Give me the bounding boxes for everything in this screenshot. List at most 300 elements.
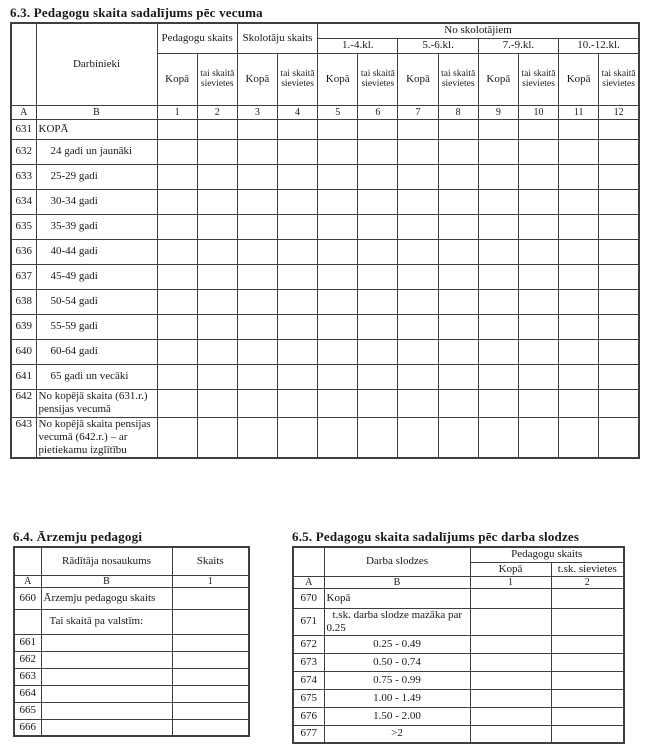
data-cell	[559, 164, 599, 189]
col-index: 2	[551, 576, 624, 588]
data-cell	[398, 214, 438, 239]
data-cell	[157, 119, 197, 139]
data-cell	[277, 164, 317, 189]
col-index: 3	[237, 105, 277, 119]
data-cell	[599, 289, 639, 314]
data-cell	[318, 339, 358, 364]
data-cell	[599, 164, 639, 189]
column-index-row	[293, 576, 624, 588]
col-index: 1	[470, 576, 551, 588]
row-code: 666	[14, 719, 41, 736]
data-cell	[172, 685, 249, 702]
row-label: 0.25 - 0.49	[324, 635, 470, 653]
row-code: 670	[293, 588, 324, 608]
data-cell	[172, 587, 249, 609]
data-cell	[358, 164, 398, 189]
row-code: 641	[11, 364, 36, 389]
row-code	[14, 609, 41, 634]
data-cell	[197, 119, 237, 139]
col-index: 9	[478, 105, 518, 119]
row-label: t.sk. darba slodze mazāka par 0.25	[324, 608, 470, 635]
row-label	[41, 651, 172, 668]
col-header-pedagogu-skaits: Pedagogu skaits	[157, 23, 237, 53]
row-code: 642	[11, 389, 36, 417]
col-header-tai-skaita-sievietes: tai skaitā sievietes	[277, 53, 317, 105]
data-cell	[172, 702, 249, 719]
table-row-642	[11, 389, 639, 417]
data-cell	[478, 139, 518, 164]
row-code: 636	[11, 239, 36, 264]
table-row-672	[293, 635, 624, 653]
data-cell	[197, 214, 237, 239]
data-cell	[197, 364, 237, 389]
data-cell	[398, 264, 438, 289]
table-row-664	[14, 685, 249, 702]
data-cell	[518, 119, 558, 139]
data-cell	[197, 239, 237, 264]
col-header-tai-skaita-sievietes: tai skaitā sievietes	[197, 53, 237, 105]
col-index: 1	[157, 105, 197, 119]
data-cell	[157, 339, 197, 364]
data-cell	[551, 707, 624, 725]
data-cell	[599, 264, 639, 289]
data-cell	[157, 264, 197, 289]
data-cell	[157, 389, 197, 417]
data-cell	[157, 289, 197, 314]
data-cell	[172, 719, 249, 736]
col-index: 11	[559, 105, 599, 119]
col-header-skolotaju-skaits: Skolotāju skaits	[237, 23, 317, 53]
data-cell	[318, 214, 358, 239]
data-cell	[318, 189, 358, 214]
col-header-kl-10-12: 10.-12.kl.	[559, 38, 639, 53]
row-code: 633	[11, 164, 36, 189]
table-pedagogi-pec-vecuma	[10, 22, 640, 459]
row-label: Ārzemju pedagogu skaits	[41, 587, 172, 609]
col-header-tai-skaita-sievietes: tai skaitā sievietes	[438, 53, 478, 105]
table-row-663	[14, 668, 249, 685]
data-cell	[599, 364, 639, 389]
row-code: 631	[11, 119, 36, 139]
data-cell	[470, 689, 551, 707]
data-cell	[518, 289, 558, 314]
col-header-kopa: Kopā	[157, 53, 197, 105]
data-cell	[551, 608, 624, 635]
data-cell	[318, 389, 358, 417]
data-cell	[551, 653, 624, 671]
table-row-636	[11, 239, 639, 264]
data-cell	[172, 651, 249, 668]
data-cell	[237, 189, 277, 214]
row-label: 40-44 gadi	[36, 239, 157, 264]
row-code: 660	[14, 587, 41, 609]
data-cell	[478, 364, 518, 389]
data-cell	[559, 214, 599, 239]
data-cell	[470, 707, 551, 725]
data-cell	[157, 214, 197, 239]
data-cell	[277, 189, 317, 214]
data-cell	[197, 339, 237, 364]
data-cell	[599, 314, 639, 339]
data-cell	[277, 389, 317, 417]
data-cell	[599, 214, 639, 239]
col-index-a: A	[293, 576, 324, 588]
row-code: 632	[11, 139, 36, 164]
data-cell	[358, 214, 398, 239]
data-cell	[197, 314, 237, 339]
table-row-638	[11, 289, 639, 314]
col-header-kl-5-6: 5.-6.kl.	[398, 38, 478, 53]
col-index: 10	[518, 105, 558, 119]
row-code: 640	[11, 339, 36, 364]
data-cell	[438, 214, 478, 239]
data-cell	[518, 389, 558, 417]
row-code: 661	[14, 634, 41, 651]
data-cell	[318, 139, 358, 164]
data-cell	[438, 119, 478, 139]
col-header-pedagogu-skaits: Pedagogu skaits	[470, 547, 624, 562]
data-cell	[518, 139, 558, 164]
data-cell	[197, 264, 237, 289]
data-cell	[438, 417, 478, 458]
table-row-639	[11, 314, 639, 339]
row-label: 1.50 - 2.00	[324, 707, 470, 725]
data-cell	[197, 417, 237, 458]
data-cell	[559, 339, 599, 364]
row-code: 643	[11, 417, 36, 458]
row-label: Kopā	[324, 588, 470, 608]
data-cell	[358, 119, 398, 139]
col-header-tai-skaita-sievietes: tai skaitā sievietes	[358, 53, 398, 105]
data-cell	[551, 635, 624, 653]
table-row-635	[11, 214, 639, 239]
data-cell	[157, 314, 197, 339]
data-cell	[559, 289, 599, 314]
data-cell	[318, 264, 358, 289]
data-cell	[478, 314, 518, 339]
header-band	[14, 547, 249, 575]
data-cell	[237, 339, 277, 364]
table-row-661	[14, 634, 249, 651]
table-row-671	[293, 608, 624, 635]
col-index: 8	[438, 105, 478, 119]
col-header-no-skolotajiem: No skolotājiem	[318, 23, 639, 38]
data-cell	[358, 139, 398, 164]
table-row-633	[11, 164, 639, 189]
data-cell	[599, 389, 639, 417]
section-6-4-title: 6.4. Ārzemju pedagogi	[13, 529, 143, 544]
row-label: 0.75 - 0.99	[324, 671, 470, 689]
data-cell	[237, 314, 277, 339]
data-cell	[237, 364, 277, 389]
data-cell	[318, 314, 358, 339]
data-cell	[599, 239, 639, 264]
col-header-kl-1-4: 1.-4.kl.	[318, 38, 398, 53]
table-pedagogi-pec-darba-slodzes	[292, 546, 625, 744]
data-cell	[237, 139, 277, 164]
data-cell	[551, 725, 624, 743]
row-label: 55-59 gadi	[36, 314, 157, 339]
data-cell	[518, 364, 558, 389]
data-cell	[559, 264, 599, 289]
data-cell	[237, 239, 277, 264]
data-cell	[157, 417, 197, 458]
data-cell	[157, 239, 197, 264]
data-cell	[518, 189, 558, 214]
data-cell	[157, 164, 197, 189]
row-code: 664	[14, 685, 41, 702]
data-cell	[559, 314, 599, 339]
data-cell	[470, 725, 551, 743]
data-cell	[438, 189, 478, 214]
col-header-kopa: Kopā	[470, 562, 551, 576]
data-cell	[358, 339, 398, 364]
data-cell	[277, 214, 317, 239]
data-cell	[478, 164, 518, 189]
col-index: 2	[197, 105, 237, 119]
table-row-637	[11, 264, 639, 289]
row-label	[41, 634, 172, 651]
table-row-640	[11, 339, 639, 364]
table-row-675	[293, 689, 624, 707]
data-cell	[358, 264, 398, 289]
data-cell	[237, 289, 277, 314]
row-label: No kopējā skaita (631.r.) pensijas vecumā	[36, 389, 157, 417]
section-6-3	[10, 5, 642, 459]
data-cell	[358, 364, 398, 389]
data-cell	[551, 689, 624, 707]
data-cell	[398, 417, 438, 458]
column-index-row	[14, 575, 249, 587]
header-band-1	[293, 547, 624, 562]
data-cell	[599, 339, 639, 364]
data-cell	[398, 364, 438, 389]
data-cell	[197, 289, 237, 314]
table-row-665	[14, 702, 249, 719]
table-row-674	[293, 671, 624, 689]
col-index-b: B	[324, 576, 470, 588]
row-label: 0.50 - 0.74	[324, 653, 470, 671]
row-code: 662	[14, 651, 41, 668]
data-cell	[318, 164, 358, 189]
col-header-darbinieki: Darbinieki	[36, 23, 157, 105]
row-code: 639	[11, 314, 36, 339]
data-cell	[237, 417, 277, 458]
col-header-kl-7-9: 7.-9.kl.	[478, 38, 558, 53]
data-cell	[197, 164, 237, 189]
data-cell	[599, 139, 639, 164]
data-cell	[157, 139, 197, 164]
row-label: 50-54 gadi	[36, 289, 157, 314]
col-index: 5	[318, 105, 358, 119]
data-cell	[559, 139, 599, 164]
data-cell	[438, 139, 478, 164]
row-code: 635	[11, 214, 36, 239]
data-cell	[551, 671, 624, 689]
col-header-raditaja-nosaukums: Rādītāja nosaukums	[41, 547, 172, 575]
data-cell	[478, 339, 518, 364]
data-cell	[559, 389, 599, 417]
section-6-5-title: 6.5. Pedagogu skaita sadalījums pēc darba slodzes	[292, 529, 580, 544]
data-cell	[438, 239, 478, 264]
data-cell	[277, 289, 317, 314]
col-header-tsk-sievietes: t.sk. sievietes	[551, 562, 624, 576]
section-6-4	[13, 529, 253, 737]
row-label: 65 gadi un vecāki	[36, 364, 157, 389]
data-cell	[318, 239, 358, 264]
table-row-643	[11, 417, 639, 458]
row-label: 25-29 gadi	[36, 164, 157, 189]
row-code: 637	[11, 264, 36, 289]
data-cell	[318, 289, 358, 314]
table-row-677	[293, 725, 624, 743]
data-cell	[277, 364, 317, 389]
row-label: >2	[324, 725, 470, 743]
data-cell	[237, 164, 277, 189]
table-row-662	[14, 651, 249, 668]
data-cell	[398, 239, 438, 264]
table-row-632	[11, 139, 639, 164]
data-cell	[358, 417, 398, 458]
corner-cell	[293, 547, 324, 576]
table-row-666	[14, 719, 249, 736]
data-cell	[358, 189, 398, 214]
table-row-631	[11, 119, 639, 139]
table-row-660	[14, 587, 249, 609]
data-cell	[470, 588, 551, 608]
data-cell	[237, 119, 277, 139]
data-cell	[478, 389, 518, 417]
data-cell	[470, 608, 551, 635]
data-cell	[478, 264, 518, 289]
col-header-darba-slodzes: Darba slodzes	[324, 547, 470, 576]
row-label	[41, 685, 172, 702]
data-cell	[398, 139, 438, 164]
col-header-tai-skaita-sievietes: tai skaitā sievietes	[599, 53, 639, 105]
data-cell	[157, 189, 197, 214]
row-code: 677	[293, 725, 324, 743]
col-index-b: B	[41, 575, 172, 587]
table-row-634	[11, 189, 639, 214]
data-cell	[518, 214, 558, 239]
header-band-1	[11, 23, 639, 38]
data-cell	[197, 389, 237, 417]
data-cell	[518, 264, 558, 289]
row-label	[41, 668, 172, 685]
data-cell	[559, 119, 599, 139]
col-header-kopa: Kopā	[478, 53, 518, 105]
data-cell	[559, 417, 599, 458]
row-label: Tai skaitā pa valstīm:	[41, 609, 172, 634]
data-cell	[277, 264, 317, 289]
col-header-tai-skaita-sievietes: tai skaitā sievietes	[518, 53, 558, 105]
row-code: 638	[11, 289, 36, 314]
data-cell	[599, 189, 639, 214]
col-index: 7	[398, 105, 438, 119]
table-row-670	[293, 588, 624, 608]
data-cell	[237, 214, 277, 239]
data-cell	[157, 364, 197, 389]
table-arzemju-pedagogi	[13, 546, 250, 737]
row-code: 673	[293, 653, 324, 671]
data-cell	[599, 119, 639, 139]
data-cell	[599, 417, 639, 458]
row-label: KOPĀ	[36, 119, 157, 139]
data-cell	[197, 139, 237, 164]
row-label: 1.00 - 1.49	[324, 689, 470, 707]
col-index-a: A	[14, 575, 41, 587]
data-cell	[518, 339, 558, 364]
data-cell	[518, 417, 558, 458]
col-header-kopa: Kopā	[559, 53, 599, 105]
data-cell	[398, 389, 438, 417]
col-header-kopa: Kopā	[318, 53, 358, 105]
data-cell	[237, 264, 277, 289]
row-code: 676	[293, 707, 324, 725]
data-cell	[318, 364, 358, 389]
data-cell	[318, 119, 358, 139]
data-cell	[197, 189, 237, 214]
col-index-b: B	[36, 105, 157, 119]
data-cell	[478, 189, 518, 214]
data-cell	[277, 239, 317, 264]
col-index: 1	[172, 575, 249, 587]
data-cell	[237, 389, 277, 417]
data-cell	[470, 653, 551, 671]
row-label: 45-49 gadi	[36, 264, 157, 289]
data-cell	[470, 671, 551, 689]
col-header-skaits: Skaits	[172, 547, 249, 575]
data-cell	[358, 314, 398, 339]
data-cell	[559, 189, 599, 214]
data-cell	[518, 164, 558, 189]
section-6-5	[292, 529, 642, 744]
data-cell	[277, 339, 317, 364]
data-cell	[277, 119, 317, 139]
corner-cell	[11, 23, 36, 105]
data-cell	[398, 119, 438, 139]
data-cell	[438, 389, 478, 417]
data-cell	[438, 339, 478, 364]
data-cell	[478, 119, 518, 139]
col-index-a: A	[11, 105, 36, 119]
data-cell	[518, 239, 558, 264]
row-label: 35-39 gadi	[36, 214, 157, 239]
col-index: 4	[277, 105, 317, 119]
row-code: 671	[293, 608, 324, 635]
data-cell	[358, 239, 398, 264]
section-6-3-title: 6.3. Pedagogu skaita sadalījums pēc vecuma	[10, 5, 263, 20]
data-cell	[277, 314, 317, 339]
data-cell	[398, 189, 438, 214]
data-cell	[358, 389, 398, 417]
col-index: 6	[358, 105, 398, 119]
data-cell	[398, 339, 438, 364]
data-cell	[172, 668, 249, 685]
data-cell	[358, 289, 398, 314]
data-cell	[438, 314, 478, 339]
data-cell	[438, 289, 478, 314]
data-cell	[398, 164, 438, 189]
row-label	[41, 702, 172, 719]
data-cell	[438, 264, 478, 289]
data-cell	[478, 239, 518, 264]
table-row-676	[293, 707, 624, 725]
row-code: 672	[293, 635, 324, 653]
data-cell	[559, 239, 599, 264]
data-cell	[172, 609, 249, 634]
row-code: 665	[14, 702, 41, 719]
